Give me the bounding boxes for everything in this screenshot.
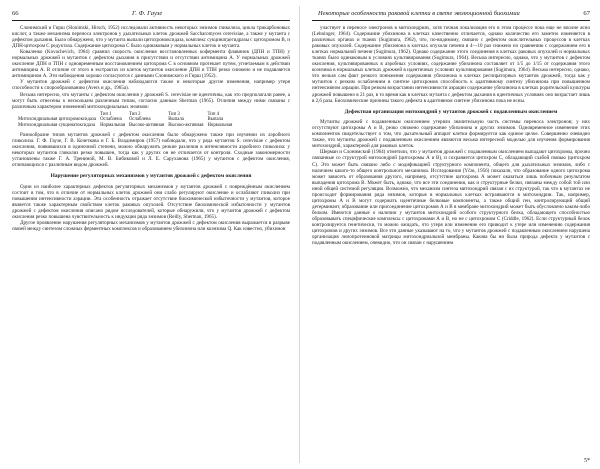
paragraph: Весьма интересно, что мутанты с дефектом окисления у дрожжей S. cerevisiae не идентичны, как это предполагали ранее, а могут быть отнесены к нескольким различным типам, согласно данным Sherman (1965). Отличия между ними связаны с различным характером изменений митохондриальных энзимов: [12,91,290,110]
right-running-head: Некоторые особенности раковой клетки в свете эволюционной биохимии [318,10,520,17]
book-gutter [299,6,300,463]
paragraph: Шерман и Слонимский (1964) отметили, что у мутантов дрожжей с подавленным окислением выпадают цитохромы, прочно связанные со структурой митохондрий (цитохромы А и В), и сохраняется цитохром С, обладающий слабой связью (цитохром С). Это может быть связано либо с модификацией структурного компонента, общего для дыхательных энзимов, либо с наличием какого-то общего контрольного механизма. Исследования (Yčas, 1956) показали, что образование одного цитохрома может зависеть от образования другого, например, отсутствие цитохрома А может оказаться лишь побочным результатом выпадения цитохрома В. Может быть, однако, что все эти соединения, как и структурные белки, связаны между собой той или иной общей системой регуляции. Возможно, что механизм синтеза митохондрий связан с их структурой, так что в мутантах не происходит формирования ряда энзимов, которые в нормальных клетках встраиваются в митохондрии. Так, например, цитохромы А и В могут содержать идентичные белковые компоненты, а также общий ген, контролирующий общий детерминант, образование или присоединение цитохромов А и В в мембране митохондрий может быть обусловлено каким-либо белком. Имеются данные о наличии у мутантов митохондрий особого структурного белка, обладающего способностью образовывать специфические комплексы с цитохромами А и В, но не с цитохромом С (Criddle, 1962). Если структурный белок контролируется генетически, то можно ожидать, что утеря или изменение его приводит к утере или изменению содержания цитохромов и других энзимов. Все эти данные указывают на то, что у мутантов дрожжей с подавленным окислением нарушена организация липопротеиновой матрицы митохондриальной мембраны. Какова бы ни была природа дефекта у мутантов с подавленным окислением, очевидно, что он связан с нарушением [312,149,590,247]
left-page [12,0,290,469]
paragraph: Разнообразие типов мутантов дрожжей с дефектом окисления было обнаружено также при изучении их аэробного гликолиза. Г. Ф. Гаузе, Г. В. Кочеткова и Г. Б. Владимиров (1957) наблюдали, что у ряда мутантов S. cerevisiae с дефектом окисления, появившихся в одиночной степени, можно обнаружить резкие различия в интенсивности аэробного гликолиза: у некоторых мутантов гликолиз резко повышен, тогда как у других он не отличается от контроля. Сходные закономерности установлены также Г. А. Трениной, М. В. Бибиковой и Л. Е. Саруханова (1965) у мутантов с дефектом окисления, отличающихся с различным видом дрожжей. [12,132,290,169]
table-cell: Нормальная [100,123,125,129]
paragraph: Одни из наиболее характерных дефектов регуляторных механизмов у мутантов дрожжей с повреждённым окислением состоит в том, что в отличие от нормальных клеток дрожжей они слабо регулируют окисление и ослабляют гликолиз при повышении интенсивности аэрации. Эта особенность отражает отсутствие биохимической избыточности у мутантов, которое является также характерным свойством клеток раковых опухолей. Отсутствие биохимической избыточности у мутантов дрожжей с дефектом окисления описано рядом исследователей, которые обнаружили, что у мутантов дрожжей с дефектом окисления резко повышена чувствительность к индукции ряда энзимов (Reilly, Sherman, 1965). [12,183,290,221]
left-page-number: 66 [12,10,19,17]
table-cell: Ослаблена [128,117,151,123]
paragraph: Мутанты дрожжей с подавленным окислением утеряли значительную часть системы переноса электронов; у них отсутствуют цитохромы А и В, резко снижено содержание убихинона и других энзимов. Одновременное изменение этих компонентов свидетельствует о том, что дыхательный аппарат клетки формируется как единое целое. Совершенно очевидно также, что мутанты дрожжей с подавленным окислением являются весьма интересной моделью для изучения формирования митохондрий, характерной для раковых клеток. [312,119,590,150]
table-header: Тип 2 [128,111,141,117]
table-cell: Нормальная [207,123,233,129]
paragraph: Другое проявление нарушения регуляторных механизмов у мутантов дрожжей с дефектом окисления выражается в разрыве связей между синтезом сложных ферментных комплексов и образованием убихинона или коэнзима Q. Как известно, убихинон [12,220,290,233]
section-heading: Дефектная организация митохондрий у мутантов дрожжей с подавленным окислением [344,108,558,115]
left-running-head: Г. Ф. Гаузе [132,10,163,17]
table-cell: Высоко-активная [168,123,204,129]
right-page-number: 67 [583,10,590,17]
table-cell: Ослаблена [100,117,122,123]
right-page [312,0,590,469]
table-cell: Выпала [168,117,184,123]
section-heading: Нарушение регуляторных механизмов у мутантов дрожжей с дефектом окисления [50,173,252,180]
table-header: Тип 1 [100,111,112,117]
table-header: Тип 3 [168,111,180,117]
left-page-body [12,25,290,232]
paragraph: У мутантов дрожжей с дефектом окисления наблюдаются также и некоторые другие изменения, например утеря способности к спорообразованию (Avers и др., 1965а). [12,79,290,92]
right-page-body [312,25,590,246]
signature-mark: 5* [584,458,590,464]
paragraph: участвует в переносе электронов в митохондриях, хотя точная локализация его в этом процессе пока еще не вполне ясно (Lehninger, 1964). Содержание убихинона в клетках качественно отличается, однако количество его заметно изменяется в различных органах и тканях (Sugimura, 1962), что, по-видимому, связано с дефектом окислительных процессов в клетках раковых опухолей. Содержание убихинона в клетках опухоли печени в 4—10 раз снижено по сравнению с содержанием его в клетках нормальной печени (Sugimura, 1962). Однако содержание этого соединения в клетках раковых опухолей и нормальных тканях было одинаковым в условиях культивирования (Sugimura, 1964). Весьма интересно, однако, что у мутантов с дефектом окисления, культивированных в аэробных условиях, содержание убихинона составляет от 1/5 до 1/15 от содержания этого коэнзима в нормальных клетках дрожжей в идентичных условиях культивирования (Sugimura, 1964). Весьма интересно, однако, что нельзя сам факт резкого понижения содержания убихинона в клетках респираторных мутантов дрожжей, тогда как у мутантов с резким ослаблением в синтезе цитохромов способность к адаптивному синтезу убихинона при повышенном интенсивном аэрации. При резком возрастании интенсивности аэрации содержание убихинона в клетках родительской культуры дрожжей повышено в 21 раз, в то время как в клетках мутанта с дефектом дыхания в идентичных условиях оно возрастает лишь в 2,6 раза. Биохимические причины такого дефекта в адаптивном синтезе убихинона пока не ясны. [312,25,590,104]
mutant-types-table [18,112,236,129]
paragraph: Коваленко (Kovachevich, 1964) сравнил скорость окисления восстановленных кофермента флавинов (ДПН и ТПН) у нормальных дрожжей и мутантов с дефектом дыхания в присутствии и отсутствии антимицина А. У нормальных дрожжей окисление ДПН и ТПН с одновременным восстановлением цитохрома С в основном протекает путем, угнетаемым в действии антимицина А. В отличие от этого в экстрактах из клеток мутантов окисление ДПН и ТПН резко снижено и не подавляется антимицином А. Эти наблюдения хорошо согласуются с данными Слонимского и Гирш (1952). [12,49,290,80]
table-row [18,123,236,129]
table-header: Тип 4 [207,111,220,117]
table-cell: Выпала [207,117,224,123]
left-page-header [12,8,290,21]
table-cell: Митохондриальная сукцинатоксидаза [18,123,96,129]
table-cell: Высоко-активная [128,123,165,129]
right-page-header [312,8,590,21]
table-cell: Митохондриальная цитохромоксидаза [18,117,97,123]
paragraph: Слонимский и Гирш (Slonimski, Hirsch, 1952) исследовали активность некоторых энзимов гликолиза, цикла трикарбоновых кислот, а также механизма переноса электронов у дыхательных клеток дрожжей Saccharomyces cerevisiae, а также у мутанта с дефектом дыхания. Было обнаружено, что у мутанта выпали цитохромоксидаза, комплекс сукцинатдегидразы с цитохромом В, и ДПН-цитохром С редуктаза. Содержание цитохрома С было одинаковым у нормальных клеток и мутанта. [12,25,290,50]
